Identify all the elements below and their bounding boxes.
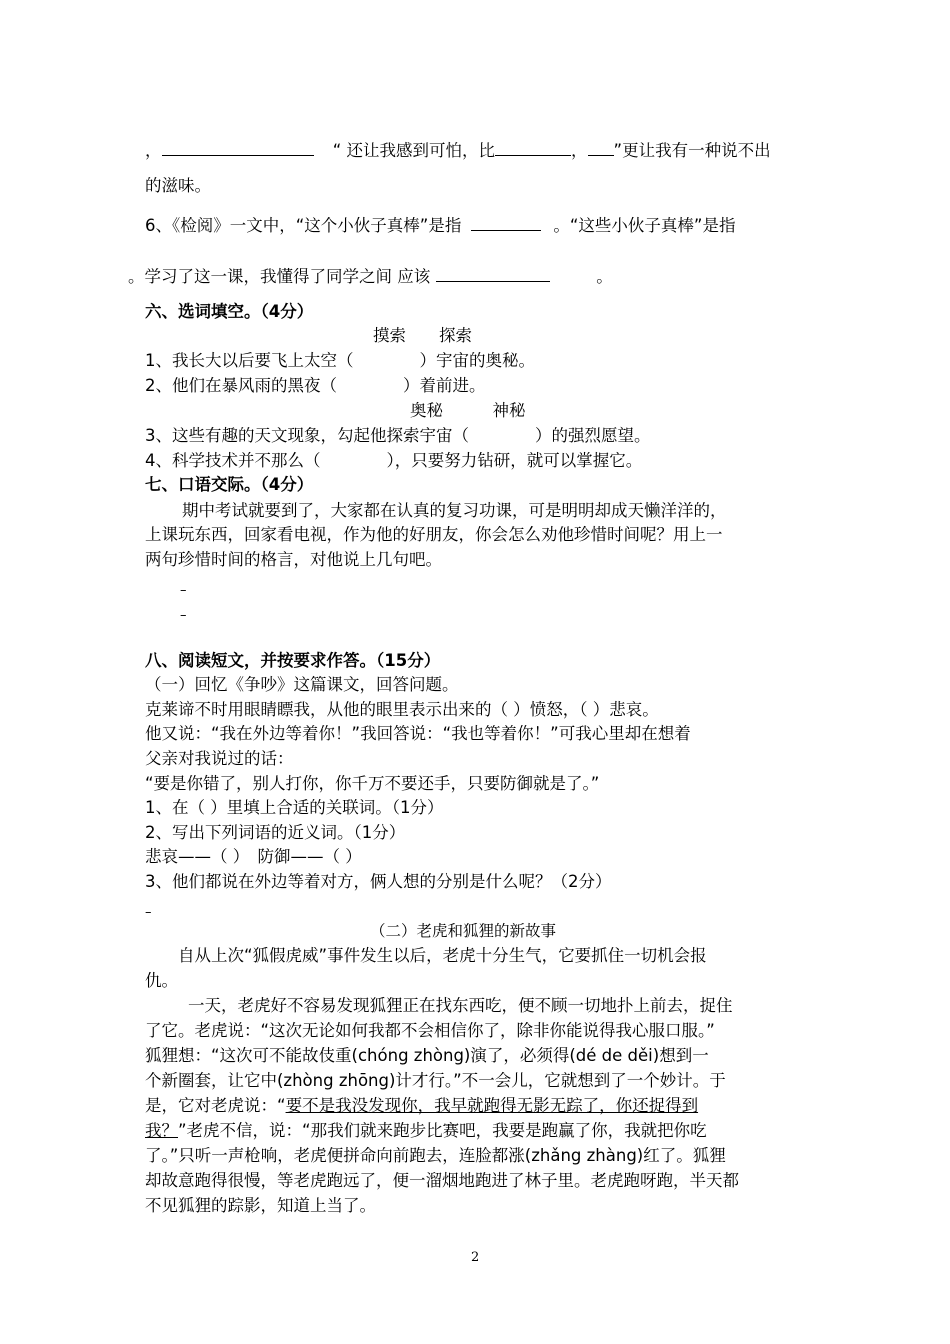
s6-question-4: 4、科学技术并不那么（ ），只要努力钻研，就可以掌握它。 [145,451,643,470]
s8-question-3: 3、他们都说在外边等着对方，俩人想的分别是什么呢？（2分） [145,872,612,891]
s8-question-2-line: 悲哀——（ ） 防御——（ ） [145,847,362,866]
underlined-quote: 我？ [145,1121,178,1140]
page-number: 2 [471,1250,480,1265]
section-8-heading: 八、阅读短文，并按要求作答。（15分） [145,651,441,670]
answer-blank[interactable] [495,139,571,156]
answer-blank[interactable] [588,139,614,156]
underlined-quote: 要不是我没发现你，我早就跑得无影无踪了，你还捉得到 [285,1096,699,1115]
q5-line-2: 的滋味。 [145,176,211,195]
answer-line-marker[interactable]: – [145,905,152,920]
answer-line-marker[interactable]: – [180,608,187,623]
s6-question-2: 2、他们在暴风雨的黑夜（ ）着前进。 [145,376,486,395]
s8-text-line: 他又说：“我在外边等着你！”我回答说：“我也等着你！”可我心里却在想着 [145,724,691,743]
s8-text-line: “要是你错了，别人打你，你千万不要还手，只要防御就是了。” [145,774,600,793]
q6-line-2: 。学习了这一课，我懂得了同学之间 应该 。 [128,267,613,286]
story-line: 仇。 [145,971,178,990]
story-line: 个新圈套，让它中(zhòng zhōng)计才行。”不一会儿，它就想到了一个妙计。于 [145,1071,726,1090]
story-line: 是，它对老虎说：“要不是我没发现你，我早就跑得无影无踪了，你还捉得到 [145,1096,699,1115]
section-6-heading: 六、选词填空。（4分） [145,302,314,321]
story-line: 自从上次“狐假虎威”事件发生以后，老虎十分生气，它要抓住一切机会报 [178,946,707,965]
s7-paragraph-line: 上课玩东西，回家看电视，作为他的好朋友，你会怎么劝他珍惜时间呢？用上一 [145,525,723,544]
s8-text-line: （一）回忆《争吵》这篇课文，回答问题。 [145,675,459,694]
answer-line-marker[interactable]: – [180,583,187,598]
word-choice-2: 奥秘 神秘 [410,401,526,420]
q6-line-1: 6、《检阅》一文中，“这个小伙子真棒”是指 。“这些小伙子真棒”是指 [145,216,736,235]
q5-line-1: ， “ 还让我感到可怕，比 ， ”更让我有一种说不出 [145,141,771,160]
story-line: 了。”只听一声枪响，老虎便拼命向前跑去，连脸都涨(zhǎng zhàng)红了。狐狸 [145,1146,726,1165]
story-line: 一天，老虎好不容易发现狐狸正在找东西吃，便不顾一切地扑上前去，捉住 [188,996,733,1015]
s7-paragraph-line: 两句珍惜时间的格言，对他说上几句吧。 [145,550,442,569]
section-7-heading: 七、口语交际。（4分） [145,475,314,494]
story-line: 狐狸想：“这次可不能故伎重(chóng zhòng)演了，必须得(dé de děi)想到一 [145,1046,709,1065]
story-line: 不见狐狸的踪影，知道上当了。 [145,1196,376,1215]
story-line: 我？”老虎不信，说：“那我们就来跑步比赛吧，我要是跑赢了你，我就把你吃 [145,1121,707,1140]
s8-text-line: 克莱谛不时用眼睛瞟我，从他的眼里表示出来的（ ）愤怒，（ ）悲哀。 [145,700,659,719]
answer-blank[interactable] [162,139,314,156]
s8-question-2: 2、写出下列词语的近义词。（1分） [145,823,406,842]
s6-question-1: 1、我长大以后要飞上太空（ ）宇宙的奥秘。 [145,351,535,370]
story-line: 却故意跑得很慢，等老虎跑远了，便一溜烟地跑进了林子里。老虎跑呀跑，半天都 [145,1171,739,1190]
s8-text-line: 父亲对我说过的话： [145,749,294,768]
answer-blank[interactable] [436,265,550,282]
s8-question-1: 1、在（ ）里填上合适的关联词。（1分） [145,798,444,817]
s7-paragraph-line: 期中考试就要到了，大家都在认真的复习功课，可是明明却成天懒洋洋的， [182,501,727,520]
story-title: （二）老虎和狐狸的新故事 [370,922,557,940]
s6-question-3: 3、这些有趣的天文现象，勾起他探索宇宙（ ）的强烈愿望。 [145,426,651,445]
story-line: 了它。老虎说：“这次无论如何我都不会相信你了，除非你能说得我心服口服。” [145,1021,715,1040]
word-choice-1: 摸索 探索 [373,326,472,345]
answer-blank[interactable] [471,214,541,231]
